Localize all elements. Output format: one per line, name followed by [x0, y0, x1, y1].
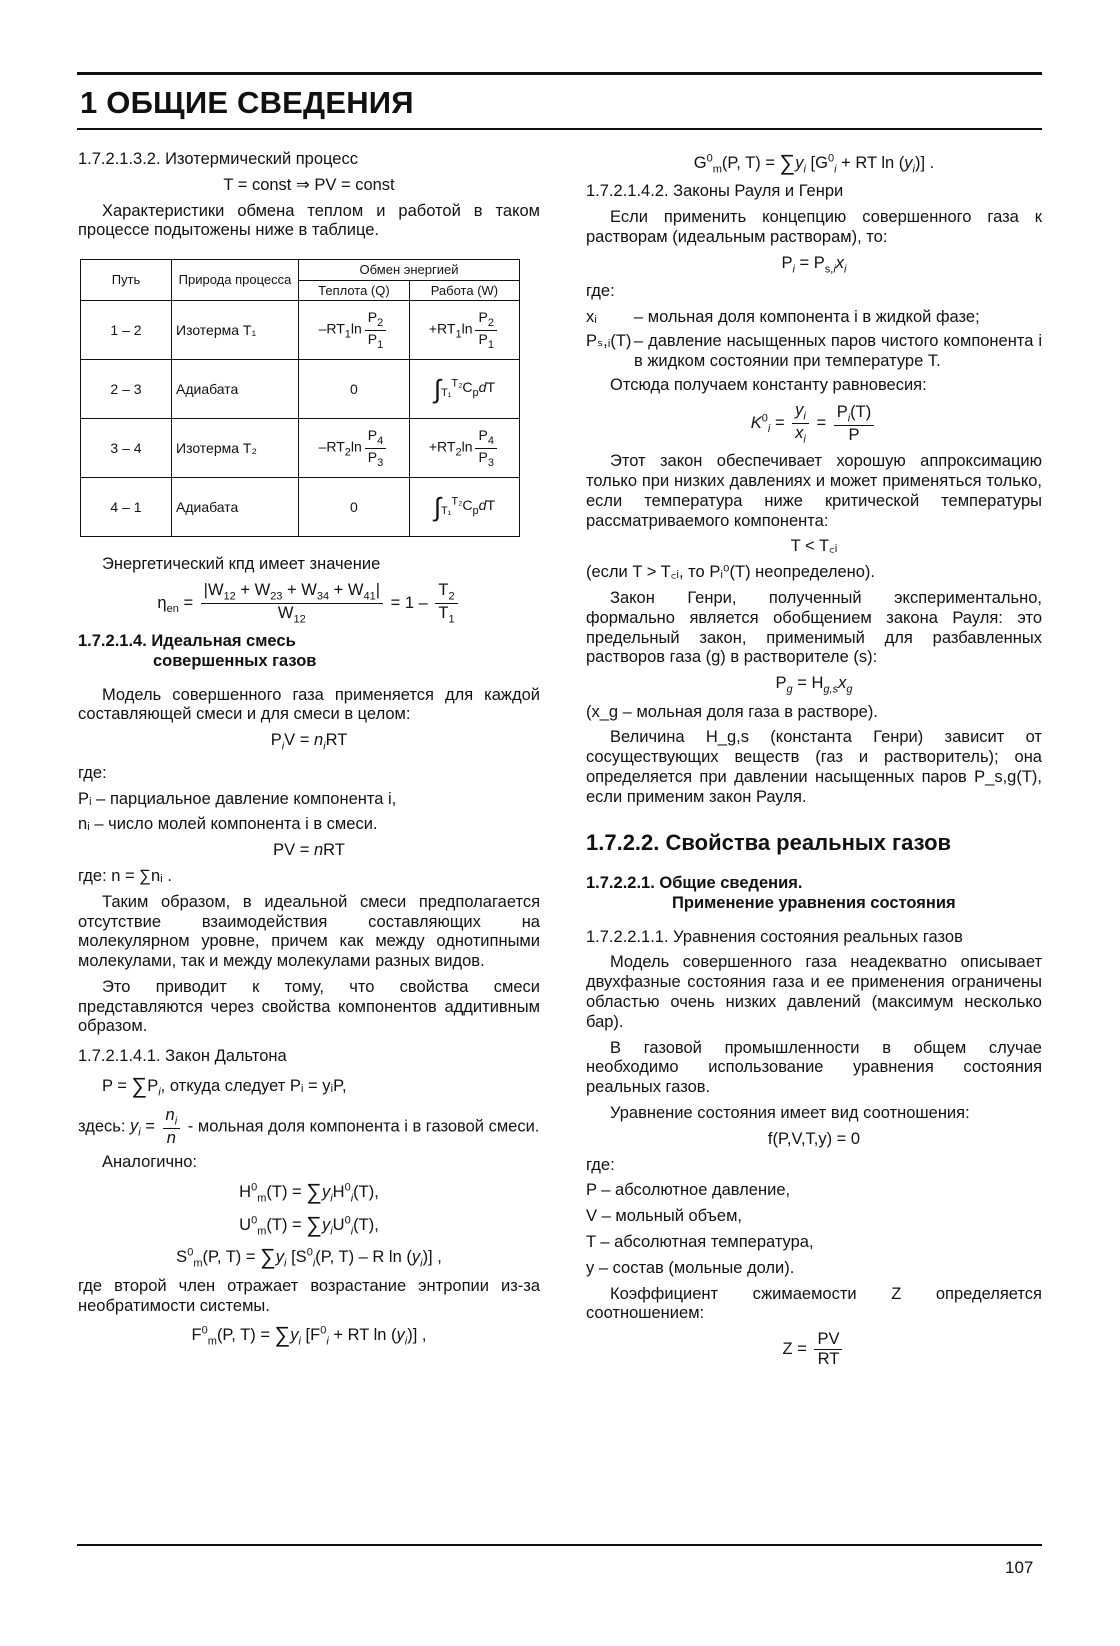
header-rule — [77, 128, 1042, 130]
def-pi: Pᵢ – парциальное давление компонента i, — [78, 789, 397, 808]
model-paragraph: Модель совершенного газа применяется для каждой составляющей смеси и для смеси в целом: — [78, 685, 540, 724]
formula-z: Z = $\frac{PV}{RT}$ — [586, 1330, 1042, 1369]
cell-heat: 0 — [299, 478, 410, 537]
th-work: Работа (W) — [409, 280, 519, 301]
formula-g: $G^0_m(P$, $T) = \sum y_i$ [$G^0_i$ + RT $\ln (y_i)$] . — [693, 150, 935, 176]
heading-general: 1.7.2.2.1. Общие сведения. Применение уравнения состояния — [586, 874, 956, 912]
cell-work: $+RT_2\ln$ $\frac{P_4}{P_3}$ — [409, 419, 519, 478]
formula-fpvty: f(P,V,T,y) = 0 — [767, 1129, 861, 1148]
formula-efficiency: $\eta_{en}$ = $\frac{|W_{12} + W_{23} + W_{34} + W_{41}|}{W_{12}}$ = 1 – $\frac{T_2}{T_1}$ — [78, 581, 540, 626]
heading-real-gases: 1.7.2.2. Свойства реальных газов — [586, 829, 952, 855]
here-paragraph: здесь: $y_i$ = $\frac{n_i}{n}$ - мольная доля компонента i в газовой смеси. — [78, 1105, 540, 1147]
section-isothermal: 1.7.2.1.3.2. Изотермический процесс — [78, 150, 358, 168]
where-label: где: — [78, 763, 107, 782]
xg-paragraph: (x_g – мольная доля газа в растворе). — [586, 702, 878, 721]
cell-heat: $-RT_1\ln$ $\frac{P_2}{P_1}$ — [299, 301, 410, 360]
th-path: Путь — [81, 260, 172, 301]
formula-s: $S^0_m(P$, $T) = \sum y_i$ [$S^0_i(P$, T) – R $\ln (y_i)$] , — [176, 1244, 442, 1270]
where-n: где: n = ∑nᵢ . — [78, 866, 172, 885]
eqform-paragraph: Уравнение состояния имеет вид соотношения: — [610, 1104, 970, 1123]
where2-label: где: — [586, 1155, 615, 1174]
cell-work: $\int_{T_1}^{T_2}C_pdT$ — [409, 360, 519, 419]
cell-heat: $-RT_2\ln$ $\frac{P_4}{P_3}$ — [299, 419, 410, 478]
law-paragraph: Этот закон обеспечивает хорошую аппроксимацию только при низких давлениях и может применяться только, если температура ниже критической температуры рассматриваемого компонента: — [586, 452, 1042, 530]
formula-h: $H^0_m(T) = \sum y_iH^0_i(T)$, — [239, 1179, 379, 1205]
similarly-label: Аналогично: — [102, 1153, 197, 1172]
where-label: где: — [586, 282, 615, 301]
left-column — [78, 150, 540, 1355]
def-y: y – состав (мольные доли). — [586, 1258, 795, 1277]
cell-work: $\int_{T_1}^{T_2}C_pdT$ — [409, 478, 519, 537]
entropy-paragraph: где второй член отражает возрастание энтропии из-за необратимости системы. — [78, 1276, 540, 1315]
z-paragraph: Коэффициент сжимаемости Z определяется соотношением: — [586, 1284, 1042, 1323]
cell-path: 4 – 1 — [81, 478, 172, 537]
formula-isothermal: T = const ⇒ PV = const — [223, 175, 395, 194]
industry-paragraph: В газовой промышленности в общем случае необходимо использование уравнения состояния реальных газов. — [586, 1038, 1042, 1097]
cell-heat: 0 — [299, 360, 410, 419]
energy-table — [80, 259, 520, 537]
raoult-definitions: xᵢ – мольная доля компонента i в жидкой фазе; Pₛ,ᵢ(T) – давление насыщенных паров чистого компонента i в жидком состоянии при температуре T. — [586, 308, 1042, 370]
hgs-paragraph: Величина H_g,s (константа Генри) зависит от сосуществующих веществ (газ и растворитель); она определяется при давлении насыщенных паров P_s,g(T), если применим закон Рауля. — [586, 728, 1042, 806]
page-number: 107 — [1005, 1558, 1034, 1577]
formula-piv: $P_iV = n_iRT$ — [270, 731, 348, 753]
formula-henry: $P_g = H_{g,s}x_g$ — [775, 674, 853, 696]
table-row — [81, 419, 520, 478]
def-ni: nᵢ – число молей компонента i в смеси. — [78, 815, 378, 834]
right-column — [586, 150, 1042, 1375]
table-row — [81, 301, 520, 360]
cell-path: 2 – 3 — [81, 360, 172, 419]
cell-path: 3 – 4 — [81, 419, 172, 478]
raoult-paragraph: Если применить концепцию совершенного газа к растворам (идеальным растворам), то: — [586, 208, 1042, 247]
cell-nature: Адиабата — [172, 360, 299, 419]
formula-u: $U^0_m(T) = \sum y_iU^0_i(T)$, — [239, 1211, 379, 1238]
page-header: 1 ОБЩИЕ СВЕДЕНИЯ — [80, 85, 414, 120]
def-v: V – мольный объем, — [586, 1207, 743, 1226]
dalton-formula: $P = \sum P_i$, откуда следует Pᵢ = yᵢP, — [102, 1073, 347, 1099]
thus-paragraph: Таким образом, в идеальной смеси предполагается отсутствие взаимодействия составляющих на молекулярном уровне, причем как между однотипными молекулами, так и между молекулами разных видов. — [78, 892, 540, 971]
section-eos: 1.7.2.2.1.1. Уравнения состояния реальных газов — [586, 927, 963, 946]
heading-ideal-mixture: 1.7.2.1.4. Идеальная смесь совершенных газов — [78, 632, 317, 670]
cell-nature: Изотерма T₂ — [172, 419, 299, 478]
top-rule — [77, 72, 1042, 75]
def-t: T – абсолютная температура, — [586, 1233, 814, 1251]
model2-paragraph: Модель совершенного газа неадекватно описывает двухфазные состояния газа и ее применения ограничены областью очень низких давлений (максимум несколько бар). — [586, 953, 1042, 1031]
leads-paragraph: Это приводит к тому, что свойства смеси представляются через свойства компонентов аддитивным образом. — [78, 977, 540, 1036]
section-dalton: 1.7.2.1.4.1. Закон Дальтона — [78, 1047, 287, 1066]
formula-tc: T < T꜀ᵢ — [790, 537, 838, 556]
th-energy: Обмен энергией — [299, 260, 520, 281]
bottom-rule — [77, 1544, 1042, 1546]
cell-nature: Изотерма T₁ — [172, 301, 299, 360]
cell-work: $+RT_1\ln$ $\frac{P_2}{P_1}$ — [409, 301, 519, 360]
formula-f: $F^0_m(P$, $T) = \sum y_i$ [$F^0_i$ + RT $\ln (y_i)$] , — [191, 1322, 427, 1348]
formula-pv: PV = nRT — [273, 841, 345, 860]
ifT-paragraph: (если T > T꜀ᵢ, то Pᵢ⁰(T) неопределено). — [586, 563, 876, 582]
henry-paragraph: Закон Генри, полученный экспериментально, формально является обобщением закона Рауля: это предельный закон, применимый для разбавленных растворов газа (g) в растворителе (s): — [586, 589, 1042, 667]
cell-path: 1 – 2 — [81, 301, 172, 360]
cell-nature: Адиабата — [172, 478, 299, 537]
th-heat: Теплота (Q) — [299, 280, 410, 301]
th-nature: Природа процесса — [172, 260, 299, 301]
table-row — [81, 478, 520, 537]
def-p: P – абсолютное давление, — [586, 1181, 791, 1200]
hence-paragraph: Отсюда получаем константу равновесия: — [610, 375, 927, 394]
kpd-paragraph: Энергетический кпд имеет значение — [102, 555, 381, 574]
intro-paragraph: Характеристики обмена теплом и работой в таком процессе подытожены ниже в таблице. — [78, 201, 540, 240]
formula-k: $K^0_i$ = $\frac{y_i}{x_i}$ = $\frac{P_i(T)}{P}$ — [586, 401, 1042, 446]
formula-raoult: $P_i = P_{s,i}x_i$ — [781, 253, 847, 276]
section-raoult: 1.7.2.1.4.2. Законы Рауля и Генри — [586, 182, 844, 201]
table-row — [81, 360, 520, 419]
